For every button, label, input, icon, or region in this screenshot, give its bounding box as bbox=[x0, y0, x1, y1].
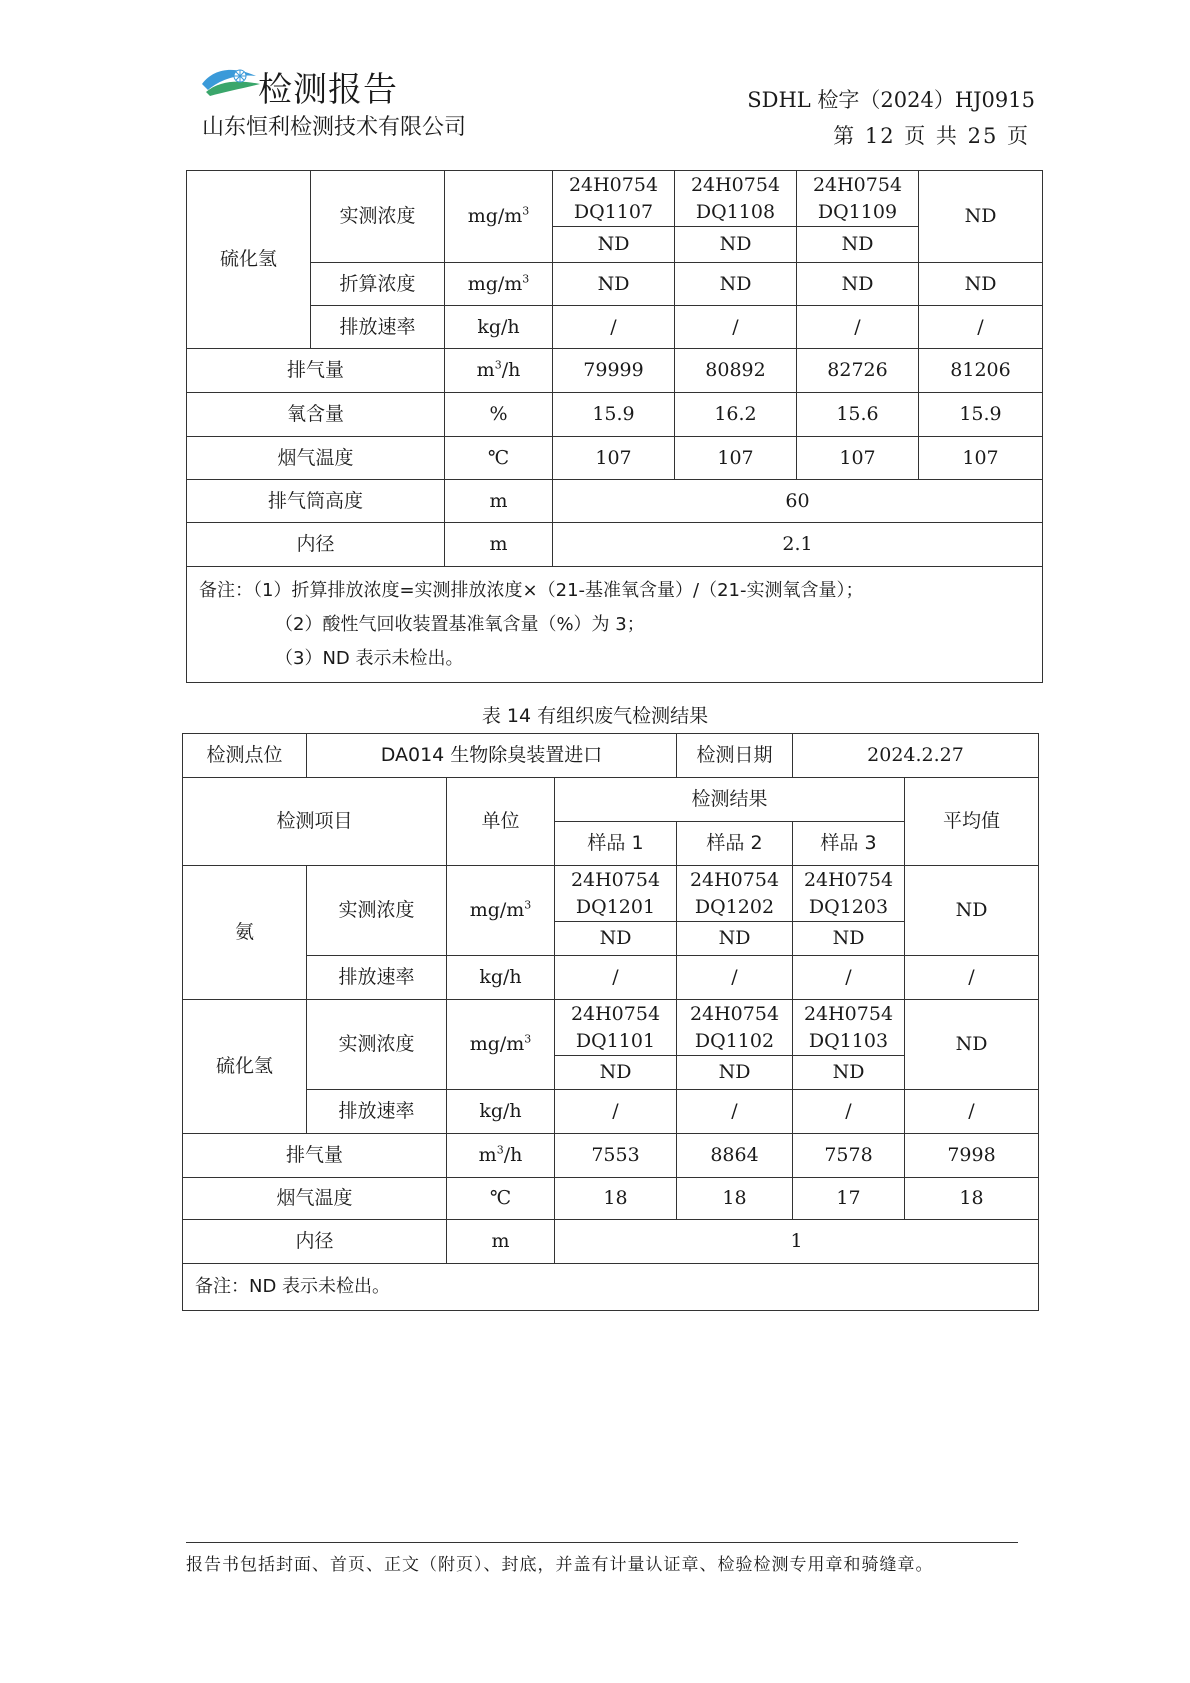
flow-value: 80892 bbox=[675, 349, 797, 393]
flow-label: 排气量 bbox=[183, 1134, 447, 1178]
temperature-unit: ℃ bbox=[447, 1178, 555, 1220]
emission-rate-value: / bbox=[677, 1090, 793, 1134]
flow-value: 79999 bbox=[553, 349, 675, 393]
measured-conc-label: 实测浓度 bbox=[307, 866, 447, 956]
converted-value: ND bbox=[553, 263, 675, 306]
point-value: DA014 生物除臭装置进口 bbox=[307, 734, 677, 778]
converted-conc-label: 折算浓度 bbox=[311, 263, 445, 306]
emission-rate-value: / bbox=[793, 1090, 905, 1134]
measured-value: ND bbox=[677, 1056, 793, 1090]
company-name: 山东恒利检测技术有限公司 bbox=[202, 115, 467, 140]
converted-unit: $mg/m^3$ bbox=[445, 263, 553, 306]
measured-average: ND bbox=[905, 1000, 1039, 1090]
footer-divider bbox=[186, 1542, 1018, 1543]
emission-rate-value: / bbox=[793, 956, 905, 1000]
emission-rate-value: / bbox=[675, 306, 797, 349]
sample-header: 样品 2 bbox=[677, 822, 793, 866]
h2s-label: 硫化氢 bbox=[183, 1000, 307, 1134]
emission-rate-unit: kg/h bbox=[447, 956, 555, 1000]
converted-value: ND bbox=[797, 263, 919, 306]
sample-header: 样品 1 bbox=[555, 822, 677, 866]
report-title: 检测报告 bbox=[258, 70, 398, 110]
note-line: （2）酸性气回收装置基准氧含量（%）为 3； bbox=[275, 613, 645, 635]
sample-id: 24H0754 DQ1202 bbox=[677, 866, 793, 922]
emission-rate-label: 排放速率 bbox=[307, 956, 447, 1000]
measured-average: ND bbox=[919, 171, 1043, 263]
page-number: 第 12 页 共 25 页 bbox=[833, 124, 1030, 148]
sample-id: 24H0754 DQ1107 bbox=[553, 171, 675, 227]
measured-value: ND bbox=[677, 922, 793, 956]
measured-value: ND bbox=[793, 922, 905, 956]
emission-rate-average: / bbox=[905, 1090, 1039, 1134]
flow-label: 排气量 bbox=[187, 349, 445, 393]
measured-value: ND bbox=[555, 1056, 677, 1090]
sample-id: 24H0754 DQ1109 bbox=[797, 171, 919, 227]
emission-rate-value: / bbox=[555, 1090, 677, 1134]
sample-id: 24H0754 DQ1108 bbox=[675, 171, 797, 227]
flow-unit: $m^3/h$ bbox=[445, 349, 553, 393]
sample-id: 24H0754 DQ1203 bbox=[793, 866, 905, 922]
emission-rate-label: 排放速率 bbox=[307, 1090, 447, 1134]
inner-diameter-label: 内径 bbox=[183, 1220, 447, 1264]
sample-header: 样品 3 bbox=[793, 822, 905, 866]
inner-diameter-value: 2.1 bbox=[553, 523, 1043, 567]
item-header: 检测项目 bbox=[183, 778, 447, 866]
measured-value: ND bbox=[793, 1056, 905, 1090]
flow-average: 7998 bbox=[905, 1134, 1039, 1178]
emission-rate-value: / bbox=[555, 956, 677, 1000]
flow-value: 82726 bbox=[797, 349, 919, 393]
measured-conc-label: 实测浓度 bbox=[311, 171, 445, 263]
note: 备注：ND 表示未检出。 bbox=[183, 1264, 1039, 1311]
sample-id: 24H0754 DQ1102 bbox=[677, 1000, 793, 1056]
date-value: 2024.2.27 bbox=[793, 734, 1039, 778]
temperature-value: 18 bbox=[555, 1178, 677, 1220]
flow-value: 7578 bbox=[793, 1134, 905, 1178]
footer-note: 报告书包括封面、首页、正文（附页）、封底，并盖有计量认证章、检验检测专用章和骑缝章。 bbox=[186, 1555, 934, 1575]
inner-diameter-unit: m bbox=[445, 523, 553, 567]
sample-id: 24H0754 DQ1101 bbox=[555, 1000, 677, 1056]
stack-height-value: 60 bbox=[553, 480, 1043, 523]
measured-unit: $mg/m^3$ bbox=[447, 1000, 555, 1090]
result-header: 检测结果 bbox=[555, 778, 905, 822]
oxygen-unit: % bbox=[445, 393, 553, 437]
flow-average: 81206 bbox=[919, 349, 1043, 393]
h2s-label: 硫化氢 bbox=[187, 171, 311, 349]
sample-id: 24H0754 DQ1103 bbox=[793, 1000, 905, 1056]
average-header: 平均值 bbox=[905, 778, 1039, 866]
flow-value: 7553 bbox=[555, 1134, 677, 1178]
note-line: 备注：（1）折算排放浓度=实测排放浓度×（21-基准氧含量）/（21-实测氧含量）； bbox=[199, 579, 864, 601]
measured-average: ND bbox=[905, 866, 1039, 956]
inner-diameter-label: 内径 bbox=[187, 523, 445, 567]
flow-unit: $m^3/h$ bbox=[447, 1134, 555, 1178]
temperature-average: 107 bbox=[919, 437, 1043, 480]
temperature-label: 烟气温度 bbox=[187, 437, 445, 480]
results-table-14 bbox=[182, 733, 1039, 1311]
company-logo-icon bbox=[200, 62, 262, 98]
table-caption: 表 14 有组织废气检测结果 bbox=[481, 705, 709, 727]
converted-average: ND bbox=[919, 263, 1043, 306]
emission-rate-average: / bbox=[905, 956, 1039, 1000]
temperature-value: 18 bbox=[677, 1178, 793, 1220]
oxygen-value: 15.9 bbox=[553, 393, 675, 437]
oxygen-value: 15.6 bbox=[797, 393, 919, 437]
measured-conc-label: 实测浓度 bbox=[307, 1000, 447, 1090]
oxygen-value: 16.2 bbox=[675, 393, 797, 437]
measured-value: ND bbox=[675, 227, 797, 263]
emission-rate-value: / bbox=[797, 306, 919, 349]
emission-rate-average: / bbox=[919, 306, 1043, 349]
emission-rate-unit: kg/h bbox=[447, 1090, 555, 1134]
note-line: （3）ND 表示未检出。 bbox=[275, 647, 464, 669]
temperature-value: 17 bbox=[793, 1178, 905, 1220]
stack-height-unit: m bbox=[445, 480, 553, 523]
oxygen-average: 15.9 bbox=[919, 393, 1043, 437]
temperature-value: 107 bbox=[675, 437, 797, 480]
emission-rate-unit: kg/h bbox=[445, 306, 553, 349]
emission-rate-value: / bbox=[677, 956, 793, 1000]
measured-unit: $mg/m^3$ bbox=[445, 171, 553, 263]
temperature-label: 烟气温度 bbox=[183, 1178, 447, 1220]
temperature-value: 107 bbox=[797, 437, 919, 480]
emission-rate-value: / bbox=[553, 306, 675, 349]
notes bbox=[187, 567, 1043, 683]
unit-header: 单位 bbox=[447, 778, 555, 866]
temperature-value: 107 bbox=[553, 437, 675, 480]
point-label: 检测点位 bbox=[183, 734, 307, 778]
continued-results-table bbox=[186, 170, 1043, 683]
measured-unit: $mg/m^3$ bbox=[447, 866, 555, 956]
inner-diameter-value: 1 bbox=[555, 1220, 1039, 1264]
flow-value: 8864 bbox=[677, 1134, 793, 1178]
sample-id: 24H0754 DQ1201 bbox=[555, 866, 677, 922]
emission-rate-label: 排放速率 bbox=[311, 306, 445, 349]
inner-diameter-unit: m bbox=[447, 1220, 555, 1264]
date-label: 检测日期 bbox=[677, 734, 793, 778]
stack-height-label: 排气筒高度 bbox=[187, 480, 445, 523]
report-number: SDHL 检字（2024）HJ0915 bbox=[747, 88, 1035, 112]
nh3-label: 氨 bbox=[183, 866, 307, 1000]
measured-value: ND bbox=[555, 922, 677, 956]
oxygen-label: 氧含量 bbox=[187, 393, 445, 437]
measured-value: ND bbox=[553, 227, 675, 263]
temperature-unit: ℃ bbox=[445, 437, 553, 480]
converted-value: ND bbox=[675, 263, 797, 306]
temperature-average: 18 bbox=[905, 1178, 1039, 1220]
measured-value: ND bbox=[797, 227, 919, 263]
